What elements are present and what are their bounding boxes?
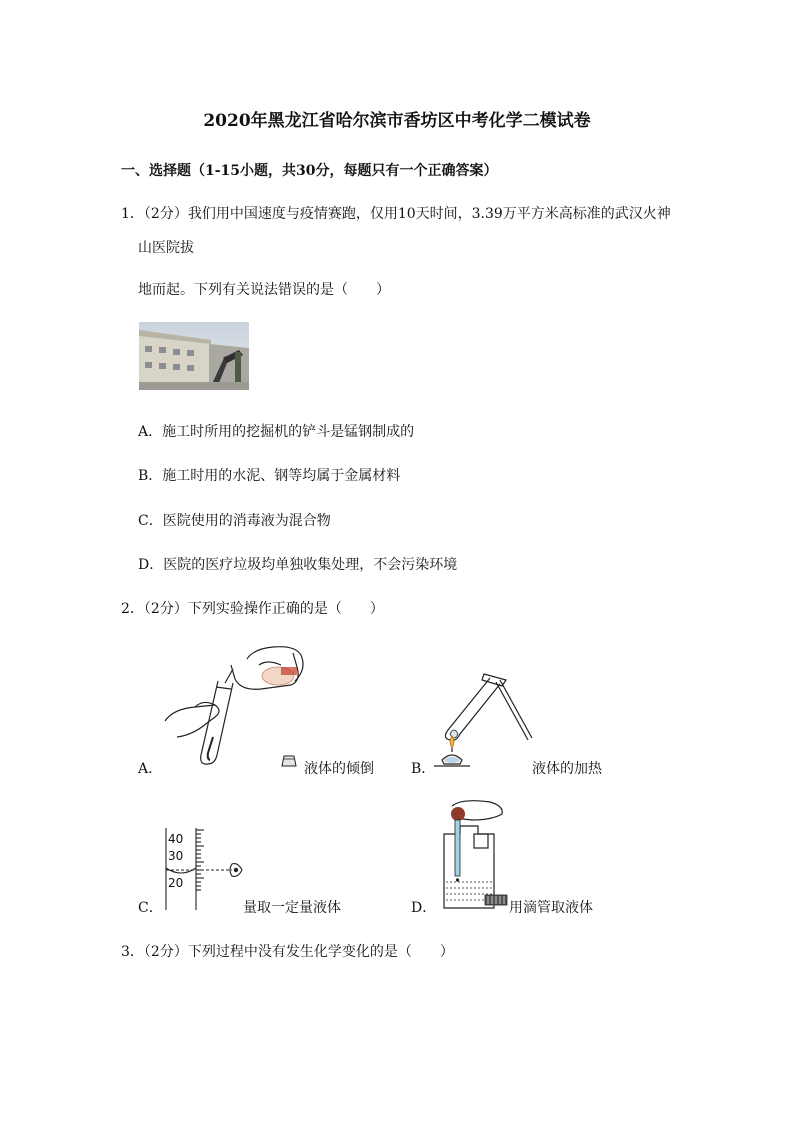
cap-icon	[484, 893, 508, 907]
section-heading: 一、选择题（1-15小题，共30分，每题只有一个正确答案）	[121, 163, 498, 179]
exam-title: 2020年黑龙江省哈尔滨市香坊区中考化学二模试卷	[203, 111, 591, 131]
q1-option-d: D．医院的医疗垃圾均单独收集处理，不会污染环境	[138, 557, 458, 573]
cylinder-tick-20: 20	[168, 876, 184, 890]
stopper-icon	[281, 754, 297, 768]
q2-d-caption: 用滴管取液体	[509, 900, 593, 916]
q3-stem: 3．（2分）下列过程中没有发生化学变化的是（ ）	[121, 944, 454, 960]
q2-a-label: A．	[138, 761, 163, 777]
q2-stem: 2．（2分）下列实验操作正确的是（ ）	[121, 601, 384, 617]
q2-d-label: D．	[411, 900, 437, 916]
q2-c-caption: 量取一定量液体	[243, 900, 341, 916]
q2-a-caption: 液体的倾倒	[304, 761, 374, 777]
hospital-construction-photo	[139, 322, 249, 390]
pouring-liquid-illustration	[163, 643, 313, 771]
q2-c-label: C．	[138, 900, 163, 916]
q2-b-label: B．	[411, 761, 436, 777]
q1-stem-line1: 1．（2分）我们用中国速度与疫情赛跑，仅用10天时间，3.39万平方米高标准的武汉火神	[121, 206, 671, 222]
q1-option-c: C．医院使用的消毒液为混合物	[138, 513, 331, 529]
q1-option-a: A．施工时所用的挖掘机的铲斗是锰钢制成的	[138, 424, 415, 440]
q1-option-b: B．施工时用的水泥、钢等均属于金属材料	[138, 468, 401, 484]
cylinder-tick-30: 30	[168, 849, 184, 863]
q2-b-caption: 液体的加热	[532, 761, 602, 777]
q1-stem-line3: 地而起。下列有关说法错误的是（ ）	[138, 282, 390, 298]
q1-stem-line2: 山医院拔	[138, 240, 194, 256]
heating-liquid-illustration	[428, 672, 538, 772]
cylinder-tick-40: 40	[168, 832, 184, 846]
